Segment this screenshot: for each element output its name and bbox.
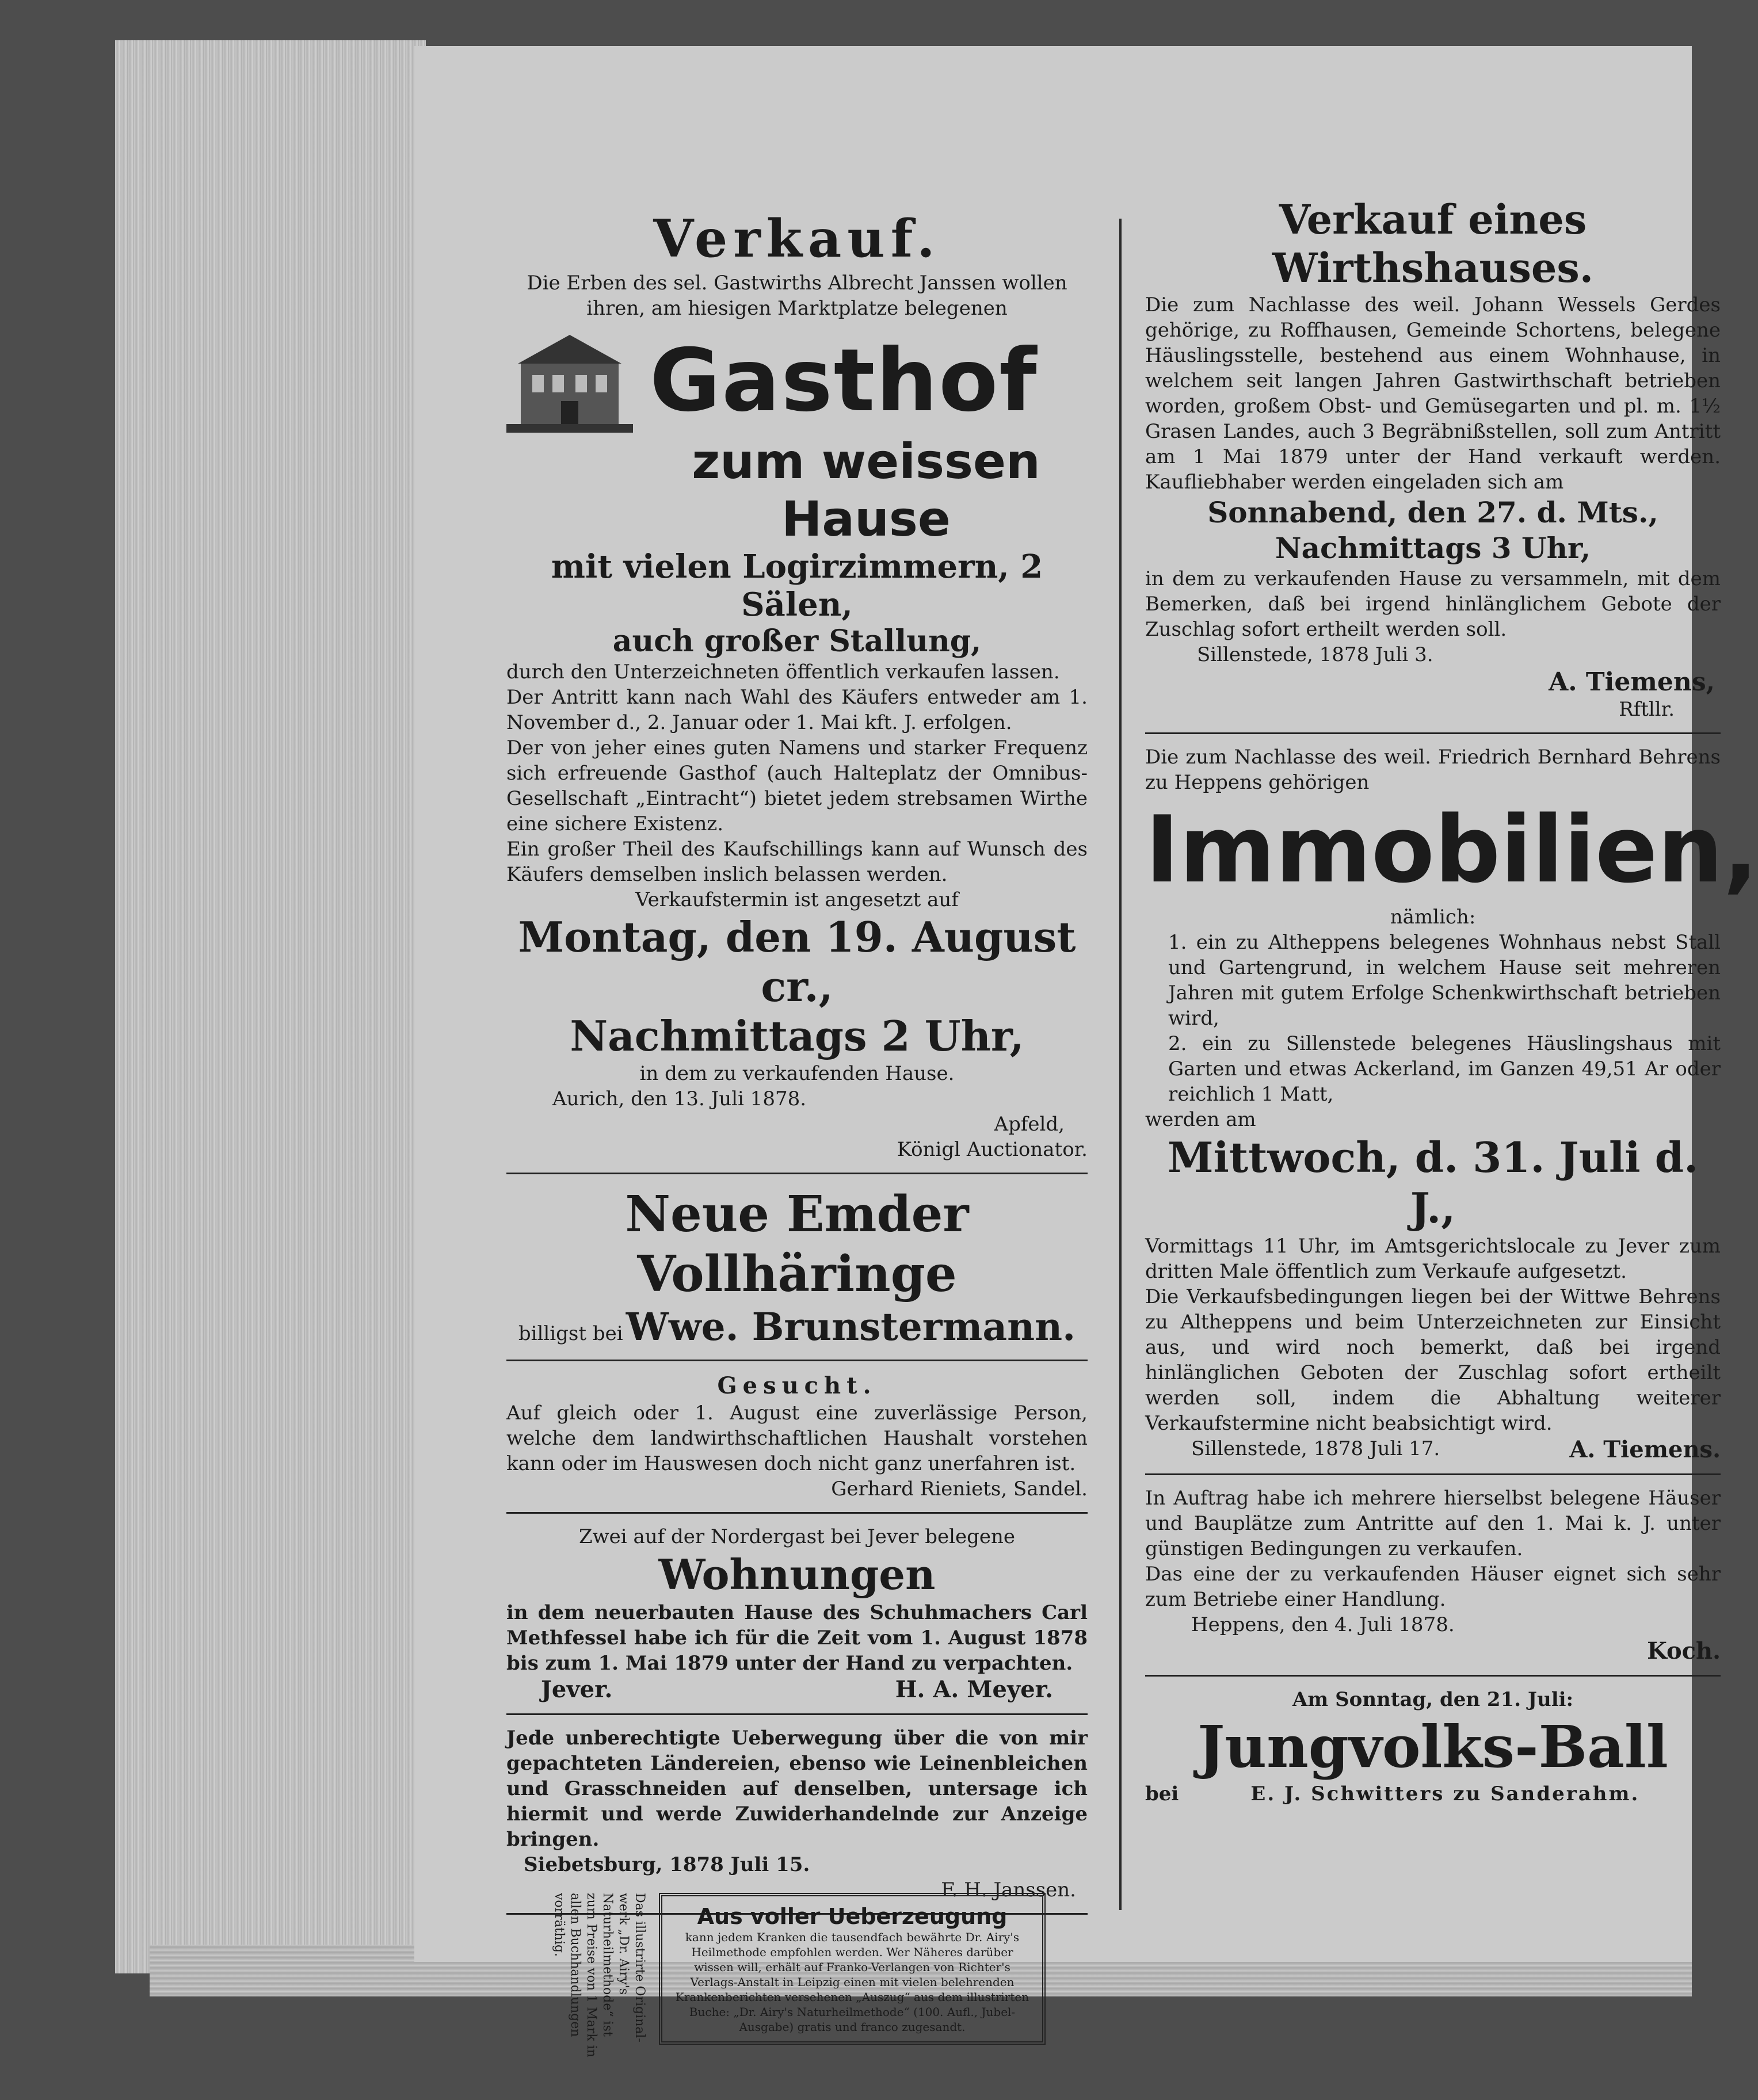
gasthof-signer-title: Königl Auctionator.	[897, 1138, 1088, 1161]
airy-box-title: Aus voller Ueberzeugung	[697, 1904, 1008, 1929]
ball-host-line	[1145, 1781, 1721, 1807]
auftrag-signer: Koch.	[1647, 1637, 1721, 1664]
wirthshaus-time: Nachmittags 3 Uhr,	[1275, 531, 1591, 565]
ad-heading: Verkauf.	[653, 208, 941, 269]
gasthof-title: Gasthof	[650, 331, 1038, 431]
book-page-edges	[115, 40, 426, 1973]
separator-rule	[506, 1512, 1088, 1514]
left-column	[506, 207, 1088, 1925]
house-illustration-icon	[506, 329, 633, 433]
wohnungen-place: Jever.	[541, 1676, 613, 1703]
airy-box	[659, 1893, 1046, 2045]
gesucht-heading: Gesucht.	[717, 1372, 877, 1399]
immobilien-item-2: 2. ein zu Sillenstede belegenes Häuslingshaus mit Garten und etwas Ackerland, im Ganzen 49,51 Ar oder reichlich 1 Matt,	[1168, 1032, 1721, 1106]
gasthof-place: in dem zu verkaufenden Hause.	[639, 1062, 955, 1085]
auftrag-dateline: Heppens, den 4. Juli 1878.	[1191, 1613, 1455, 1636]
wohnungen-intro: Zwei auf der Nordergast bei Jever belegene	[578, 1525, 1016, 1548]
auftrag-text-1: In Auftrag habe ich mehrere hierselbst belegene Häuser und Bauplätze zum Antritte auf den 1. Mai k. J. unter günstigen Bedingungen zu verkaufen.	[1145, 1487, 1721, 1560]
gasthof-time: Nachmittags 2 Uhr,	[570, 1011, 1024, 1060]
separator-rule	[1145, 1675, 1721, 1677]
vollharinge-prefix: billigst bei	[518, 1322, 623, 1345]
ad-airy	[509, 1893, 1090, 2100]
gasthof-text-3: Der von jeher eines guten Namens und starker Frequenz sich erfreuende Gasthof (auch Halteplatz der Omnibus-Gesellschaft „Eintracht“) bietet jedem strebsamen Wirthe eine sichere Existenz.	[506, 736, 1088, 835]
separator-rule	[1145, 732, 1721, 734]
gasthof-text-1: durch den Unterzeichneten öffentlich verkaufen lassen.	[506, 660, 1060, 684]
wirthshaus-signer: A. Tiemens,	[1549, 667, 1715, 697]
separator-rule	[506, 1360, 1088, 1361]
ad-vollharinge	[506, 1185, 1088, 1349]
gasthof-signer: Apfeld,	[994, 1113, 1065, 1136]
immobilien-date: Mittwoch, d. 31. Juli d. J.,	[1167, 1133, 1699, 1232]
immobilien-text-1: Vormittags 11 Uhr, im Amtsgerichtslocale zu Jever zum dritten Male öffentlich zum Verkaufe aufgesetzt.	[1145, 1235, 1721, 1283]
auftrag-text-2: Das eine der zu verkaufenden Häuser eignet sich sehr zum Betriebe einer Handlung.	[1145, 1563, 1721, 1611]
ball-prefix: bei	[1145, 1782, 1179, 1805]
wirthshaus-date: Sonnabend, den 27. d. Mts.,	[1207, 495, 1658, 529]
ball-intro: Am Sonntag, den 21. Juli:	[1292, 1688, 1574, 1711]
ball-host: E. J. Schwitters zu Sanderahm.	[1250, 1782, 1640, 1805]
wirthshaus-text-2: in dem zu verkaufenden Hause zu versammeln, mit dem Bemerken, daß bei irgend hinlänglichem Gebote der Zuschlag sofort ertheilt werden soll.	[1145, 567, 1721, 641]
gesucht-text: Auf gleich oder 1. August eine zuverlässige Person, welche dem landwirthschaftlichen Haushalt vorstehen kann oder im Hauswesen doch nicht ganz unerfahren ist.	[506, 1402, 1088, 1475]
ball-heading: Jungvolks-Ball	[1198, 1713, 1668, 1781]
gasthof-dateline: Aurich, den 13. Juli 1878.	[552, 1087, 807, 1110]
immobilien-footer	[1145, 1436, 1721, 1463]
ueberwegung-signer: F. H. Janssen.	[941, 1878, 1076, 1902]
gasthof-date: Montag, den 19. August cr.,	[518, 912, 1076, 1011]
ad-verkauf-gasthof	[506, 207, 1088, 1162]
wirthshaus-dateline: Sillenstede, 1878 Juli 3.	[1197, 643, 1433, 666]
wirthshaus-heading: Verkauf eines Wirthshauses.	[1272, 196, 1594, 292]
ad-ueberwegung	[506, 1725, 1088, 1903]
ad-immobilien	[1145, 744, 1758, 1463]
airy-box-text: kann jedem Kranken die tausendfach bewährte Dr. Airy's Heilmethode empfohlen werden. Wer Näheres darüber wissen will, erhält auf Franko-Verlangen von Richter's Verlags-Anstalt in Leipzig einen mit vielen belehrenden Krankenberichten versehenen „Auszug“ aus dem illustrirten Buche: „Dr. Airy's Naturheilmethode“ (100. Aufl., Jubel-Ausgabe) gratis und franco zugesandt.	[675, 1930, 1029, 2034]
column-divider	[1119, 219, 1122, 1910]
ad-wohnungen	[506, 1524, 1088, 1703]
immobilien-signer: A. Tiemens.	[1569, 1436, 1721, 1463]
wirthshaus-text-1: Die zum Nachlasse des weil. Johann Wessels Gerdes gehörige, zu Roffhausen, Gemeinde Schortens, belegene Häuslingsstelle, bestehend aus einem Wohnhause, in welchem seit langen Jahren Gastwirthschaft betrieben worden, großem Obst- und Gemüsegarten und pl. m. 1½ Grasen Landes, auch 3 Begräbnißstellen, soll zum Antritt am 1 Mai 1879 unter der Hand verkauft werden. Kaufliebhaber werden eingeladen sich am	[1145, 293, 1721, 494]
immobilien-werden-am: werden am	[1145, 1108, 1256, 1131]
gasthof-text-2: Der Antritt kann nach Wahl des Käufers entweder am 1. November d., 2. Januar oder 1. Mai kft. J. erfolgen.	[506, 686, 1088, 734]
wohnungen-signer: H. A. Meyer.	[895, 1676, 1053, 1703]
newspaper-page	[414, 46, 1758, 2057]
immobilien-item-1: 1. ein zu Altheppens belegenes Wohnhaus nebst Stall und Gartengrund, in welchem Hause seit mehreren Jahren mit gutem Erfolge Schenkwirthschaft betrieben wird,	[1168, 931, 1721, 1030]
vollharinge-line	[506, 1304, 1088, 1349]
vollharinge-merchant: Wwe. Brunstermann.	[626, 1304, 1076, 1349]
immobilien-dateline: Sillenstede, 1878 Juli 17.	[1191, 1437, 1440, 1460]
gasthof-features-1: mit vielen Logirzimmern, 2 Sälen,	[551, 548, 1043, 624]
ueberwegung-text: Jede unberechtigte Ueberwegung über die von mir gepachteten Ländereien, ebenso wie Leinenbleichen und Grasschneiden auf denselben, untersage ich hiermit und werde Zuwiderhandelnde zur Anzeige bringen.	[506, 1727, 1088, 1851]
immobilien-heading: Immobilien,	[1145, 796, 1758, 903]
wohnungen-heading: Wohnungen	[658, 1550, 936, 1599]
gasthof-subtitle: zum weissen Hause	[692, 433, 1040, 547]
separator-rule	[506, 1713, 1088, 1715]
ad-gesucht	[506, 1372, 1088, 1502]
separator-rule	[1145, 1473, 1721, 1475]
wohnungen-text: in dem neuerbauten Hause des Schuhmachers Carl Methfessel habe ich für die Zeit vom 1. August 1878 bis zum 1. Mai 1879 unter der Hand zu verpachten.	[506, 1601, 1088, 1675]
immobilien-text-2: Die Verkaufsbedingungen liegen bei der Wittwe Behrens zu Altheppens und beim Unterzeichneten zur Einsicht aus, und wird noch bemerkt, daß bei irgend hinlänglichen Geboten der Zuschlag sofort ertheilt werden soll, indem die Abhaltung weiterer Verkaufstermine nicht beabsichtigt wird.	[1145, 1285, 1721, 1435]
right-column	[1145, 196, 1758, 1807]
gasthof-title-row	[506, 329, 1088, 433]
gasthof-text-5: Verkaufstermin ist angesetzt auf	[635, 888, 959, 911]
ad-ball	[1145, 1687, 1721, 1807]
wohnungen-footer	[506, 1676, 1088, 1703]
immobilien-intro: Die zum Nachlasse des weil. Friedrich Bernhard Behrens zu Heppens gehörigen	[1145, 746, 1721, 794]
ueberwegung-dateline: Siebetsburg, 1878 Juli 15.	[524, 1853, 810, 1876]
vollharinge-headline: Neue Emder Vollhäringe	[625, 1185, 969, 1303]
ad-wirthshaus	[1145, 196, 1721, 722]
gesucht-signer: Gerhard Rieniets, Sandel.	[831, 1477, 1088, 1500]
airy-side-text: Das illustrirte Original-werk „Dr. Airy's Naturheilmethode“ ist zum Preise von 1 Mark in allen Buchhandlungen vorräthig.	[552, 1893, 647, 2057]
immobilien-namlich: nämlich:	[1390, 906, 1476, 929]
ad-auftrag	[1145, 1486, 1721, 1664]
separator-rule	[506, 1173, 1088, 1174]
wirthshaus-signer-title: Rftllr.	[1619, 698, 1675, 721]
gasthof-features-2: auch großer Stallung,	[612, 624, 982, 659]
ad-intro: Die Erben des sel. Gastwirths Albrecht Janssen wollen ihren, am hiesigen Marktplatze belegenen	[527, 272, 1067, 320]
gasthof-text-4: Ein großer Theil des Kaufschillings kann auf Wunsch des Käufers demselben inslich belassen werden.	[506, 838, 1088, 886]
